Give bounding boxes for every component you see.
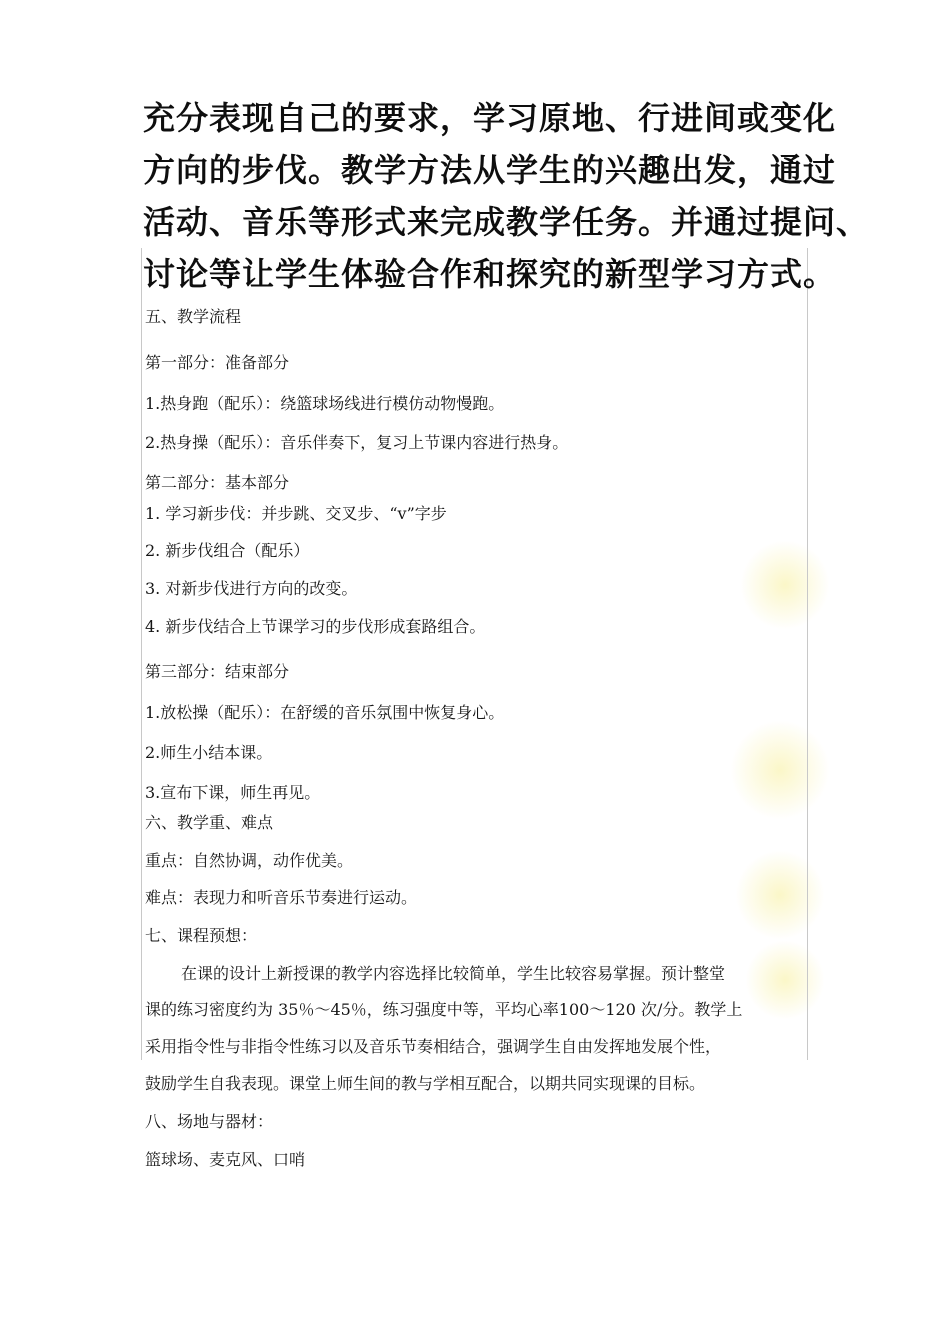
- watermark-glow: [730, 720, 830, 820]
- key-point: 重点：自然协调，动作优美。: [145, 851, 354, 870]
- expectation-line: 采用指令性与非指令性练习以及音乐节奏相结合，强调学生自由发挥地发展个性，: [145, 1037, 722, 1056]
- part3-item: 1.放松操（配乐）：在舒缓的音乐氛围中恢复身心。: [145, 703, 505, 722]
- part3-item: 2.师生小结本课。: [145, 743, 273, 762]
- part2-title: 第二部分：基本部分: [145, 473, 290, 492]
- intro-paragraph: [143, 92, 870, 300]
- frame-border-right: [807, 248, 808, 1060]
- intro-line: 活动、音乐等形式来完成教学任务。并通过提问、: [143, 203, 870, 241]
- part1-item: 1.热身跑（配乐）：绕篮球场线进行模仿动物慢跑。: [145, 394, 505, 413]
- watermark-glow: [740, 540, 830, 630]
- frame-border-left: [141, 248, 142, 1060]
- watermark-glow: [745, 940, 825, 1020]
- section-heading-key-points: 六、教学重、难点: [145, 813, 274, 832]
- part1-item: 2.热身操（配乐）：音乐伴奏下，复习上节课内容进行热身。: [145, 433, 569, 452]
- part3-item: 3.宣布下课，师生再见。: [145, 783, 321, 802]
- expectation-line: 在课的设计上新授课的教学内容选择比较简单，学生比较容易掌握。预计整堂: [181, 964, 726, 983]
- part2-item: 4. 新步伐结合上节课学习的步伐形成套路组合。: [145, 617, 486, 636]
- part1-title: 第一部分：准备部分: [145, 353, 290, 372]
- venue-equipment-content: 篮球场、麦克风、口哨: [145, 1150, 306, 1169]
- section-heading-teaching-process: 五、教学流程: [145, 307, 242, 326]
- expectation-line: 鼓励学生自我表现。课堂上师生间的教与学相互配合，以期共同实现课的目标。: [145, 1074, 706, 1093]
- section-heading-course-expectation: 七、课程预想：: [145, 926, 258, 945]
- difficult-point: 难点：表现力和听音乐节奏进行运动。: [145, 888, 418, 907]
- intro-line: 方向的步伐。教学方法从学生的兴趣出发，通过: [143, 151, 837, 189]
- part2-item: 1. 学习新步伐：并步跳、交叉步、“v”字步: [145, 504, 447, 523]
- intro-line: 讨论等让学生体验合作和探究的新型学习方式。: [143, 255, 837, 293]
- section-heading-venue-equipment: 八、场地与器材：: [145, 1112, 274, 1131]
- watermark-glow: [735, 850, 825, 940]
- expectation-line: 课的练习密度约为 35％～45％，练习强度中等，平均心率100～120 次/分。教学上: [145, 1000, 743, 1019]
- part2-item: 3. 对新步伐进行方向的改变。: [145, 579, 358, 598]
- part3-title: 第三部分：结束部分: [145, 662, 290, 681]
- part2-item: 2. 新步伐组合（配乐）: [145, 541, 310, 560]
- intro-line: 充分表现自己的要求，学习原地、行进间或变化: [143, 99, 837, 137]
